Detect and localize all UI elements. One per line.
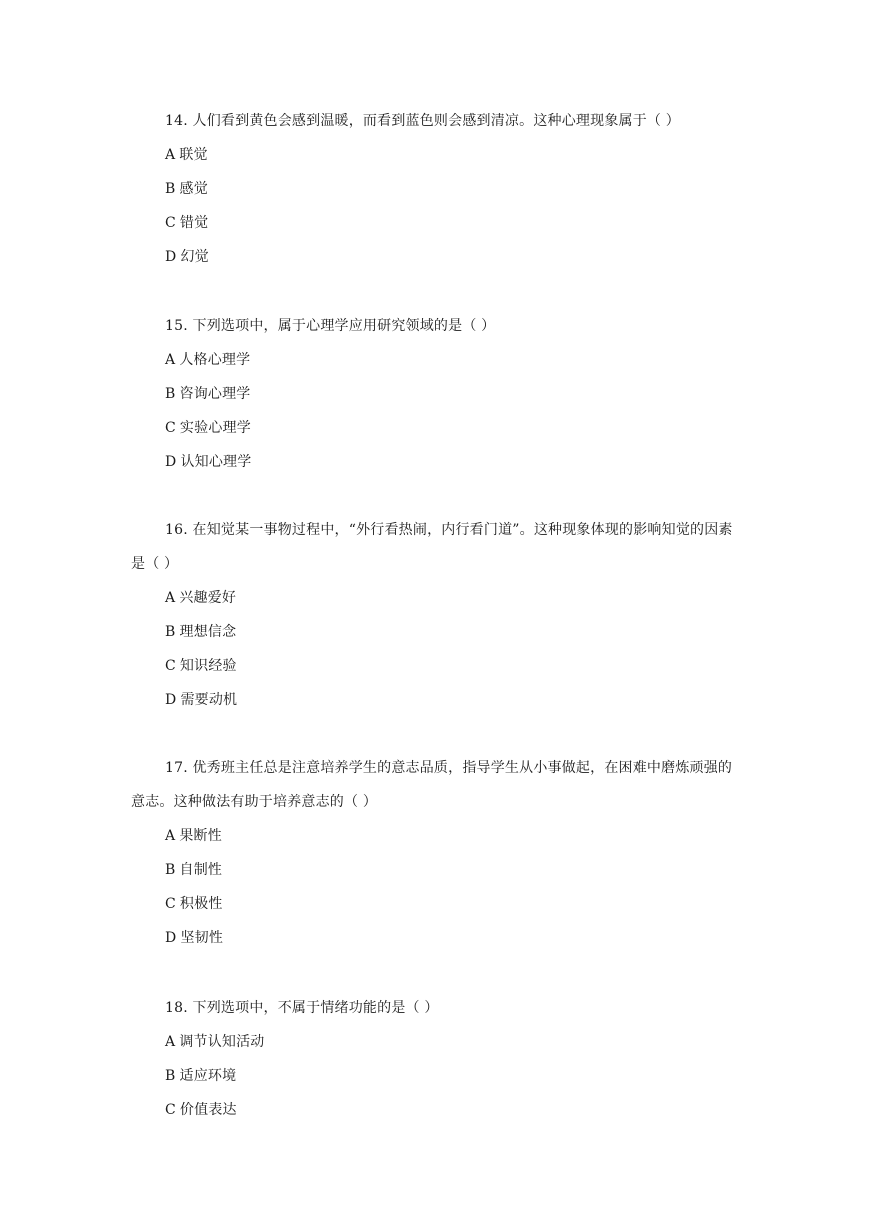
option-c — [131, 206, 741, 240]
option-text: 适应环境 — [179, 1068, 237, 1084]
option-text: 感觉 — [179, 181, 208, 197]
option-b — [131, 1059, 741, 1093]
option-b — [131, 853, 741, 887]
option-b — [131, 615, 741, 649]
option-b — [131, 172, 741, 206]
option-letter: B — [165, 181, 176, 197]
option-text: 联觉 — [179, 147, 208, 163]
option-letter: A — [165, 1034, 176, 1050]
option-text: 错觉 — [179, 215, 209, 231]
option-text: 实验心理学 — [179, 420, 251, 436]
option-text: 人格心理学 — [179, 352, 251, 368]
question-stem: 15. 下列选项中，属于心理学应用研究领域的是（ ） — [165, 318, 496, 334]
option-text: 调节认知活动 — [179, 1034, 265, 1050]
question-stem: 14. 人们看到黄色会感到温暖，而看到蓝色则会感到清凉。这种心理现象属于（ ） — [165, 113, 680, 129]
option-letter: D — [165, 930, 177, 946]
option-letter: B — [165, 624, 176, 640]
option-list — [131, 138, 741, 274]
option-text: 咨询心理学 — [179, 386, 251, 402]
option-letter: A — [165, 828, 176, 844]
option-letter: A — [165, 590, 176, 606]
option-text: 知识经验 — [179, 658, 237, 674]
option-list — [131, 581, 741, 717]
option-letter: B — [165, 1068, 176, 1084]
option-letter: C — [165, 215, 176, 231]
option-d — [131, 240, 741, 274]
question-stem: 18. 下列选项中，不属于情绪功能的是（ ） — [165, 1000, 439, 1016]
option-b — [131, 377, 741, 411]
option-a — [131, 343, 741, 377]
option-text: 价值表达 — [179, 1102, 237, 1118]
option-letter: C — [165, 658, 176, 674]
option-letter: B — [165, 862, 176, 878]
option-text: 果断性 — [179, 828, 222, 844]
option-a — [131, 581, 741, 615]
option-text: 自制性 — [179, 862, 223, 878]
question-18 — [131, 991, 741, 1127]
option-c — [131, 649, 741, 683]
option-letter: C — [165, 1102, 176, 1118]
option-d — [131, 921, 741, 955]
option-text: 积极性 — [179, 896, 223, 912]
option-c — [131, 411, 741, 445]
option-letter: C — [165, 420, 176, 436]
option-text: 认知心理学 — [180, 454, 252, 470]
option-a — [131, 1025, 741, 1059]
option-c — [131, 887, 741, 921]
question-stem: 16. 在知觉某一事物过程中，“外行看热闹，内行看门道”。这种现象体现的影响知觉的因素是（ ） — [131, 522, 733, 572]
option-list — [131, 819, 741, 955]
option-d — [131, 683, 741, 717]
option-list — [131, 343, 741, 479]
option-letter: A — [165, 352, 176, 368]
option-letter: D — [165, 249, 177, 265]
option-letter: C — [165, 896, 176, 912]
option-letter: B — [165, 386, 176, 402]
option-a — [131, 819, 741, 853]
option-letter: D — [165, 692, 177, 708]
question-15 — [131, 309, 741, 479]
question-16 — [131, 513, 741, 717]
option-text: 需要动机 — [180, 692, 238, 708]
option-text: 幻觉 — [180, 249, 209, 265]
option-letter: D — [165, 454, 177, 470]
option-letter: A — [165, 147, 176, 163]
question-17 — [131, 751, 741, 955]
option-text: 理想信念 — [179, 624, 237, 640]
question-stem: 17. 优秀班主任总是注意培养学生的意志品质，指导学生从小事做起，在困难中磨炼顽强的意志。这种做法有助于培养意志的（ ） — [131, 760, 733, 810]
option-text: 坚韧性 — [180, 930, 224, 946]
option-c — [131, 1093, 741, 1127]
option-a — [131, 138, 741, 172]
option-list — [131, 1025, 741, 1127]
option-text: 兴趣爱好 — [179, 590, 237, 606]
option-d — [131, 445, 741, 479]
question-14 — [131, 104, 741, 274]
